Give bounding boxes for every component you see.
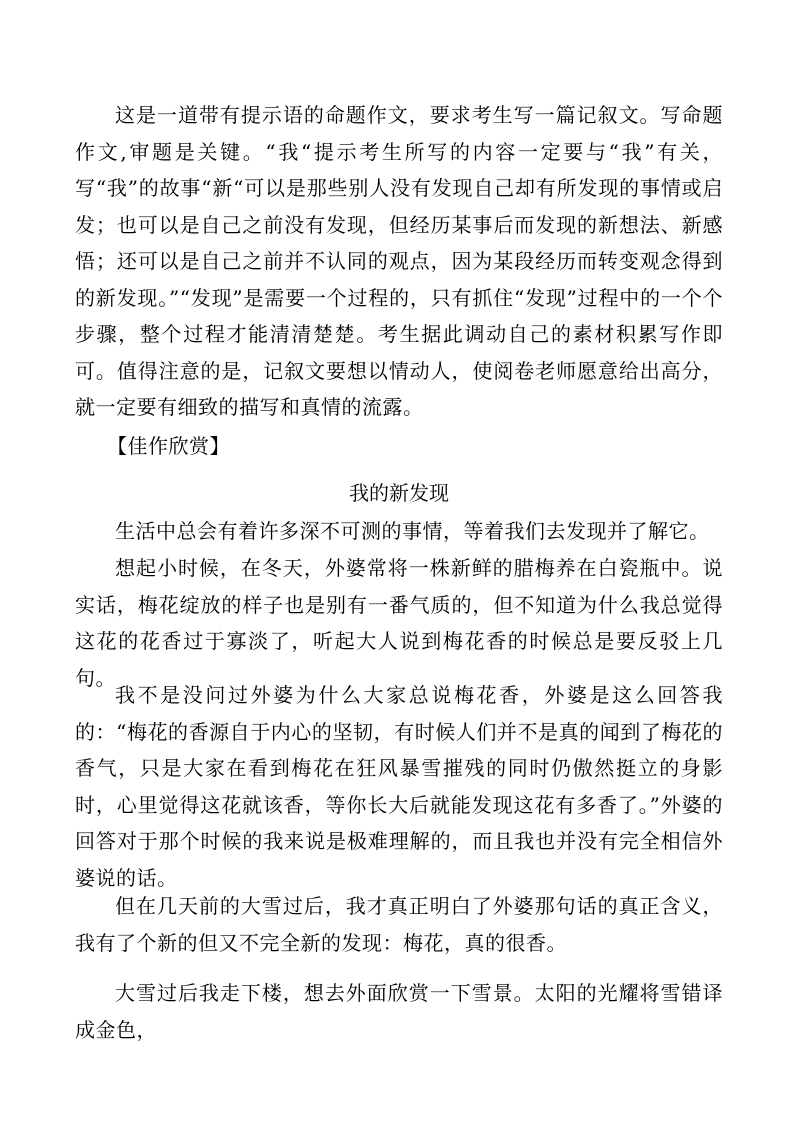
section-label: 【佳作欣赏】	[107, 434, 230, 458]
essay-paragraph: 我不是没问过外婆为什么大家总说梅花香，外婆是这么回答我的：“梅花的香源自于内心的坚韧，有时候人们并不是真的闻到了梅花的香气，只是大家在看到梅花在狂风暴雪摧残的同时仍傲然挺立的身影时，心里觉得这花就该香，等你长大后就能发现这花有多香了。”外婆的回答对于那个时候的我来说是极难理解的，而且我也并没有完全相信外婆说的话。	[75, 683, 723, 890]
essay-paragraph: 但在几天前的大雪过后，我才真正明白了外婆那句话的真正含义，我有了个新的但又不完全新的发现：梅花，真的很香。	[75, 894, 723, 955]
analysis-paragraph: 这是一道带有提示语的命题作文，要求考生写一篇记叙文。写命题作文,审题是关键。“我“提示考生所写的内容一定要与“我”有关，写“我”的故事“新“可以是那些别人没有发现自己却有所发现的事情或启发；也可以是自己之前没有发现，但经历某事后而发现的新想法、新感悟；还可以是自己之前并不认同的观点，因为某段经历而转变观念得到的新发现。”“发现”是需要一个过程的，只有抓住“发现”过程中的一个个步骤，整个过程才能清清楚楚。考生据此调动自己的素材积累写作即可。值得注意的是，记叙文要想以情动人，使阅卷老师愿意给出高分，就一定要有细致的描写和真情的流露。	[75, 103, 723, 419]
essay-paragraph: 想起小时候，在冬天，外婆常将一株新鲜的腊梅养在白瓷瓶中。说实话，梅花绽放的样子也是别有一番气质的，但不知道为什么我总觉得这花的花香过于寡淡了，听起大人说到梅花香的时候总是要反驳上几句。	[75, 556, 723, 690]
essay-title: 我的新发现	[349, 481, 449, 505]
essay-paragraph: 大雪过后我走下楼，想去外面欣赏一下雪景。太阳的光耀将雪错译成金色，	[75, 981, 723, 1042]
essay-paragraph: 生活中总会有着许多深不可测的事情，等着我们去发现并了解它。	[115, 519, 710, 543]
